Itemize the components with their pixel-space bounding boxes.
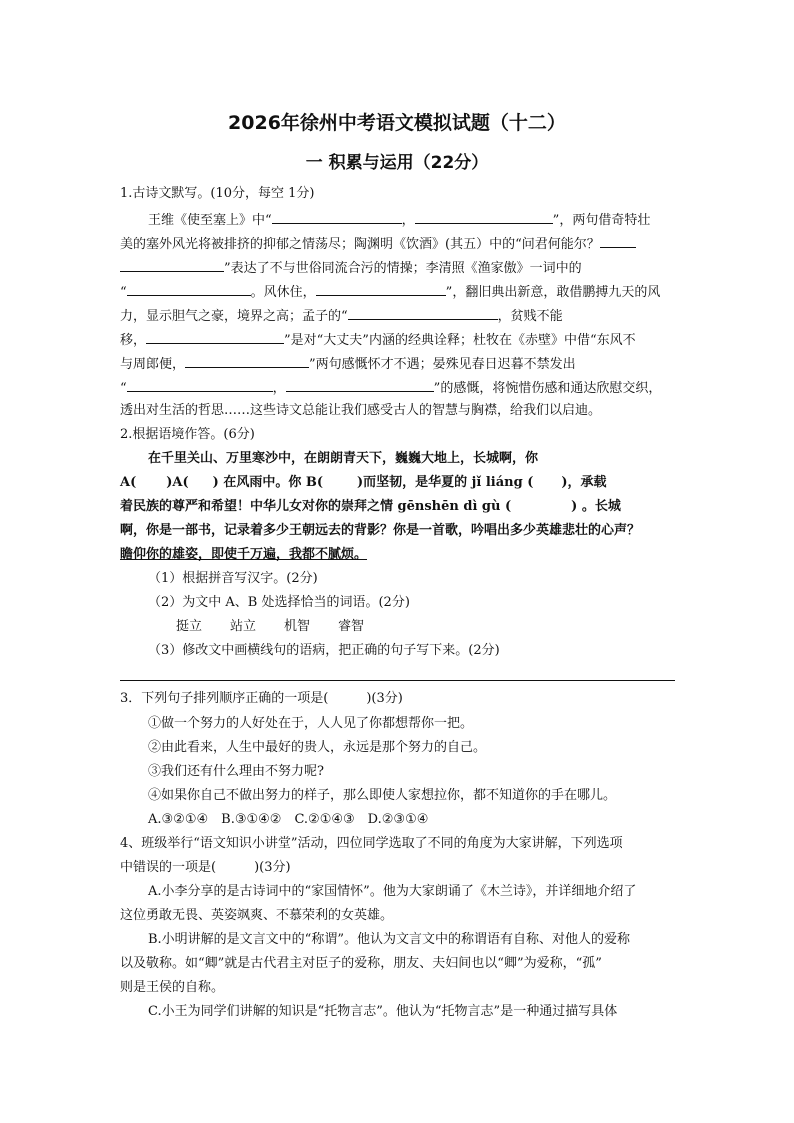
q2-passage-line: 着民族的尊严和希望！中华儿女对你的崇拜之情 gēnshēn dì gù ( ) 。长城 (120, 499, 621, 514)
section-title: 一 积累与运用（22分） (305, 153, 489, 173)
q1-line: “ ， ”的感慨，将惋惜伤感和通达欣慰交织， (120, 381, 662, 396)
q2-passage-line: 啊，你是一部书，记录着多少王朝远去的背影？你是一首歌，吟唱出多少英雄悲壮的心声？ (120, 523, 641, 538)
q4-option-b: B.小明讲解的是文言文中的“称谓”。他认为文言文中的称谓语有自称、对他人的爱称 (148, 932, 630, 947)
q2-underlined-sentence: 瞻仰你的雄姿，即使千万遍，我都不腻烦。 (120, 547, 368, 562)
q3-heading: 3．下列句子排列顺序正确的一项是( )(3分) (120, 691, 403, 706)
q2-passage-line: 在千里关山、万里寒沙中，在朗朗青天下，巍巍大地上，长城啊，你 (148, 451, 539, 466)
q1-heading: 1.古诗文默写。(10分，每空 1分) (120, 186, 315, 201)
q1-line: 力，显示胆气之豪，境界之高；孟子的“ ，贫贱不能 (120, 309, 563, 324)
page-title: 2026年徐州中考语文模拟试题（十二） (228, 112, 566, 134)
answer-blank[interactable] (146, 331, 284, 344)
q2-subquestion-3: （3）修改文中画横线句的语病，把正确的句子写下来。(2分) (148, 643, 500, 658)
q1-line: 移， ”是对“大丈夫”内涵的经典诠释；杜牧在《赤壁》中借“东风不 (120, 333, 636, 348)
q2-heading: 2.根据语境作答。(6分) (120, 427, 255, 442)
q4-heading: 4、班级举行“语文知识小讲堂”活动，四位同学选取了不同的角度为大家讲解，下列选项 (120, 836, 623, 851)
answer-blank[interactable] (127, 379, 273, 392)
word-option: 机智 (284, 619, 311, 634)
q1-line: 美的塞外风光将被排挤的抑郁之情荡尽；陶渊明《饮酒》(其五）中的“问君何能尔？ (120, 235, 636, 253)
q3-choices: A.③②①④ B.③①④② C.②①④③ D.②③①④ (148, 812, 429, 827)
word-option: 睿智 (338, 619, 365, 634)
q2-passage-line: A( )A( ) 在风雨中。你 B( )而坚韧，是华夏的 jǐ liáng ( )，承载 (120, 475, 607, 490)
word-option: 站立 (230, 619, 257, 634)
answer-line[interactable] (120, 680, 675, 681)
q4-heading-cont: 中错误的一项是( )(3分) (120, 860, 291, 875)
q1-line: 透出对生活的哲思……这些诗文总能让我们感受古人的智慧与胸襟，给我们以启迪。 (120, 403, 602, 418)
q4-option-a-cont: 这位勇敢无畏、英姿飒爽、不慕荣利的女英雄。 (120, 908, 394, 923)
q1-line: “ 。风休住， ”，翻旧典出新意，敢借鹏搏九天的风 (120, 285, 661, 300)
q3-sentence: ②由此看来，人生中最好的贵人，永远是那个努力的自己。 (148, 740, 487, 755)
answer-blank[interactable] (316, 283, 446, 296)
q1-line: ”表达了不与世俗同流合污的情操；李清照《渔家傲》一词中的 (120, 259, 582, 277)
q3-sentence: ④如果你自己不做出努力的样子，那么即使人家想拉你，都不知道你的手在哪儿。 (148, 788, 617, 803)
answer-blank[interactable] (272, 211, 402, 224)
answer-blank[interactable] (286, 379, 434, 392)
answer-blank[interactable] (600, 235, 636, 248)
q3-sentence: ①做一个努力的人好处在于，人人见了你都想帮你一把。 (148, 716, 474, 731)
q2-word-options (176, 619, 364, 635)
answer-blank[interactable] (415, 211, 553, 224)
q2-subquestion-1: （1）根据拼音写汉字。(2分) (148, 571, 318, 586)
q4-option-a: A.小李分享的是古诗词中的“家国情怀”。他为大家朗诵了《木兰诗》，并详细地介绍了 (148, 884, 637, 899)
word-option: 挺立 (176, 619, 203, 634)
q3-sentence: ③我们还有什么理由不努力呢? (148, 764, 324, 779)
q2-subquestion-2: （2）为文中 A、B 处选择恰当的词语。(2分) (148, 595, 410, 610)
q4-option-b-cont: 以及敬称。如“卿”就是古代君主对臣子的爱称，朋友、夫妇间也以“卿”为爱称，“孤” (120, 956, 602, 971)
answer-blank[interactable] (348, 307, 498, 320)
answer-blank[interactable] (185, 355, 309, 368)
answer-blank[interactable] (120, 259, 224, 272)
q1-line: 王维《使至塞上》中“ ， ”，两句借奇特壮 (148, 213, 651, 228)
answer-blank[interactable] (127, 283, 251, 296)
q4-option-c: C.小王为同学们讲解的知识是“托物言志”。他认为“托物言志”是一种通过描写具体 (148, 1004, 618, 1019)
q4-option-b-cont: 则是王侯的自称。 (120, 980, 225, 995)
q1-line: 与周郎便， ”两句感慨怀才不遇；晏殊见春日迟暮不禁发出 (120, 357, 576, 372)
